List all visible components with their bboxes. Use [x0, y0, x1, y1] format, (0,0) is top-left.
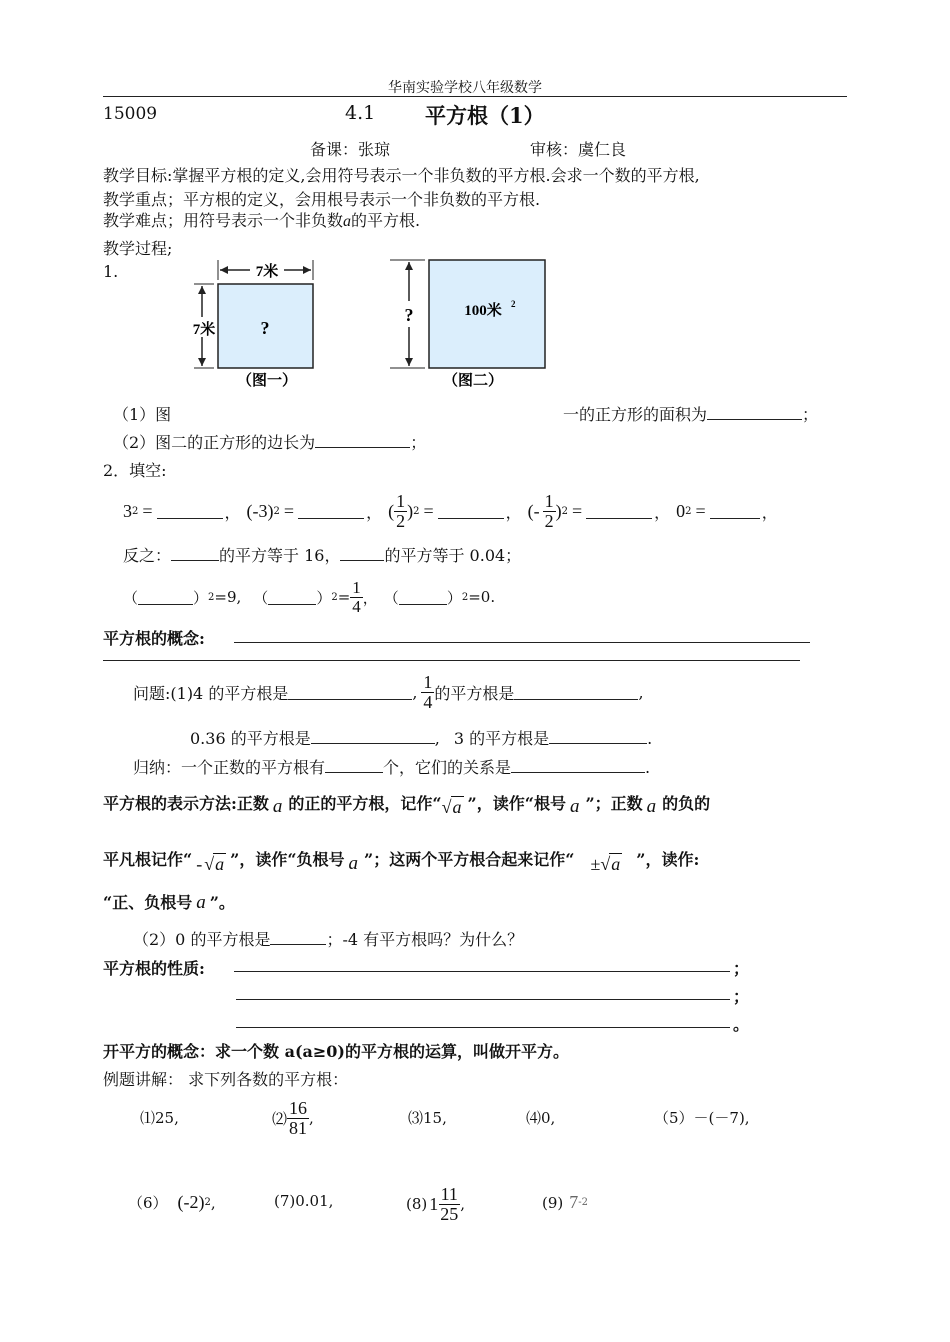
blank-square-004[interactable]	[340, 546, 384, 561]
zero-root-question: （2）0 的平方根是 ；-4 有平方根吗？为什么？	[133, 930, 524, 949]
fill-in-row-2: （ ） 2 =9, （ ） 2 = $\frac{1}{4}$ ， （ ） 2 =0.	[123, 577, 496, 616]
figure-1-left-label: 7米	[192, 322, 216, 338]
question-2-number: 2．填空:	[103, 461, 167, 480]
blank-root-036[interactable]	[311, 729, 435, 744]
concept-question-1: 问题:(1)4 的平方根是 , $\frac{1}{4}$ 的平方根是 ,	[133, 671, 644, 712]
question-1-1-blank[interactable]	[707, 405, 802, 420]
example-5: （5）－(－7),	[654, 1109, 750, 1127]
blank-neg3-squared[interactable]	[298, 504, 364, 519]
property-line-2[interactable]	[236, 999, 730, 1000]
school-header: 华南实验学校八年级数学	[388, 80, 542, 96]
example-4: ⑷0,	[526, 1109, 556, 1127]
examples-row-1	[140, 1092, 820, 1144]
question-1-1-label: （1）图	[113, 405, 172, 424]
blank-root-3[interactable]	[549, 729, 647, 744]
blank-relation[interactable]	[511, 758, 645, 773]
notation-line-1: 平方根的表示方法:正数 a 的正的平方根，记作“ √a ”，读作“根号 a ”；正数 a 的负的	[103, 793, 711, 817]
example-7: (7)0.01,	[274, 1192, 334, 1210]
blank-root-0-2[interactable]	[270, 930, 326, 945]
property-line-1[interactable]	[234, 971, 730, 972]
header-rule	[103, 96, 847, 97]
reverse-line: 反之： 的平方等于 16， 的平方等于 0.04；	[123, 546, 522, 565]
concept-line-2[interactable]	[103, 660, 800, 661]
blank-neg-half-squared[interactable]	[586, 504, 652, 519]
question-1-number: 1.	[103, 262, 119, 281]
blank-square-16[interactable]	[171, 546, 219, 561]
notation-line-3: “正、负根号 a ”。	[103, 892, 235, 913]
preparer: 备课：张琼	[310, 140, 391, 159]
figure-2-area-exponent: 2	[511, 299, 516, 309]
blank-count[interactable]	[325, 758, 383, 773]
examples-label: 例题讲解： 求下列各数的平方根：	[103, 1070, 349, 1089]
blank-root-9[interactable]	[138, 590, 193, 605]
square-figures	[180, 255, 560, 390]
blank-root-quarter-2[interactable]	[514, 685, 638, 700]
square-root-operation: 开平方的概念：求一个数 a(a≥0)的平方根的运算，叫做开平方。	[103, 1042, 569, 1061]
page-title: 平方根（1）	[425, 103, 545, 128]
blank-half-squared[interactable]	[438, 504, 504, 519]
question-1-2: （2）图二的正方形的边长为 ；	[113, 433, 427, 452]
question-1-1-text: 一的正方形的面积为 ；	[563, 405, 819, 424]
lesson-code: 15009	[103, 104, 158, 124]
example-8: (8) 1 $\frac{11}{25}$ ,	[406, 1183, 466, 1224]
property-line-3[interactable]	[236, 1027, 730, 1028]
teaching-difficulty: 教学难点；用符号表示一个非负数a的平方根.	[103, 211, 421, 230]
example-2: ⑵ $\frac{16}{81}$ ,	[272, 1097, 314, 1138]
teaching-key-point: 教学重点；平方根的定义，会用根号表示一个非负数的平方根.	[103, 190, 541, 209]
concept-label: 平方根的概念:	[103, 629, 205, 648]
blank-root-0[interactable]	[399, 590, 447, 605]
figure-2-area-label: 100米	[464, 303, 502, 319]
reviewer: 审核：虞仁良	[530, 140, 627, 159]
examples-row-2	[128, 1178, 808, 1230]
fill-in-row-1: 3 2 = ， (-3) 2 = ， ( $\frac{1}{2}$ ) 2 = ， ( - $\frac{1}{2}$ ) 2 = ， 0 2 = ，	[123, 490, 778, 531]
blank-root-4[interactable]	[288, 685, 412, 700]
figure-1-top-label: 7米	[255, 264, 279, 280]
example-9: (9) 7 -2	[542, 1192, 588, 1212]
notation-line-2: 平凡根记作“ - √a ”，读作“负根号 a ”；这两个平方根合起来记作“ ± √a ”，读作:	[103, 849, 700, 874]
figure-2-caption: （图二）	[442, 373, 504, 389]
teaching-objective: 教学目标:掌握平方根的定义,会用符号表示一个非负数的平方根.会求一个数的平方根,	[103, 166, 700, 185]
property-line-3-end: 。	[733, 1015, 750, 1034]
property-line-1-end: ；	[733, 959, 750, 978]
property-line-2-end: ；	[733, 987, 750, 1006]
figure-1-question-mark: ?	[260, 318, 270, 338]
summary-line: 归纳：一个正数的平方根有 个，它们的关系是 .	[133, 758, 651, 777]
figure-2-question-mark: ?	[404, 305, 414, 325]
blank-0-squared[interactable]	[710, 504, 760, 519]
concept-line-1[interactable]	[234, 642, 810, 643]
question-1-2-blank[interactable]	[315, 433, 410, 448]
example-3: ⑶15,	[408, 1109, 447, 1127]
teaching-process: 教学过程;	[103, 239, 173, 258]
concept-question-2: 0.36 的平方根是 , 3 的平方根是 .	[190, 729, 653, 748]
properties-label: 平方根的性质:	[103, 959, 205, 978]
figure-1-caption: （图一）	[236, 373, 298, 389]
example-1: ⑴25,	[140, 1109, 179, 1127]
blank-root-quarter[interactable]	[268, 590, 316, 605]
example-6: （6） (-2) 2 ,	[128, 1192, 216, 1212]
section-number: 4.1	[345, 102, 376, 124]
blank-3-squared[interactable]	[157, 504, 223, 519]
